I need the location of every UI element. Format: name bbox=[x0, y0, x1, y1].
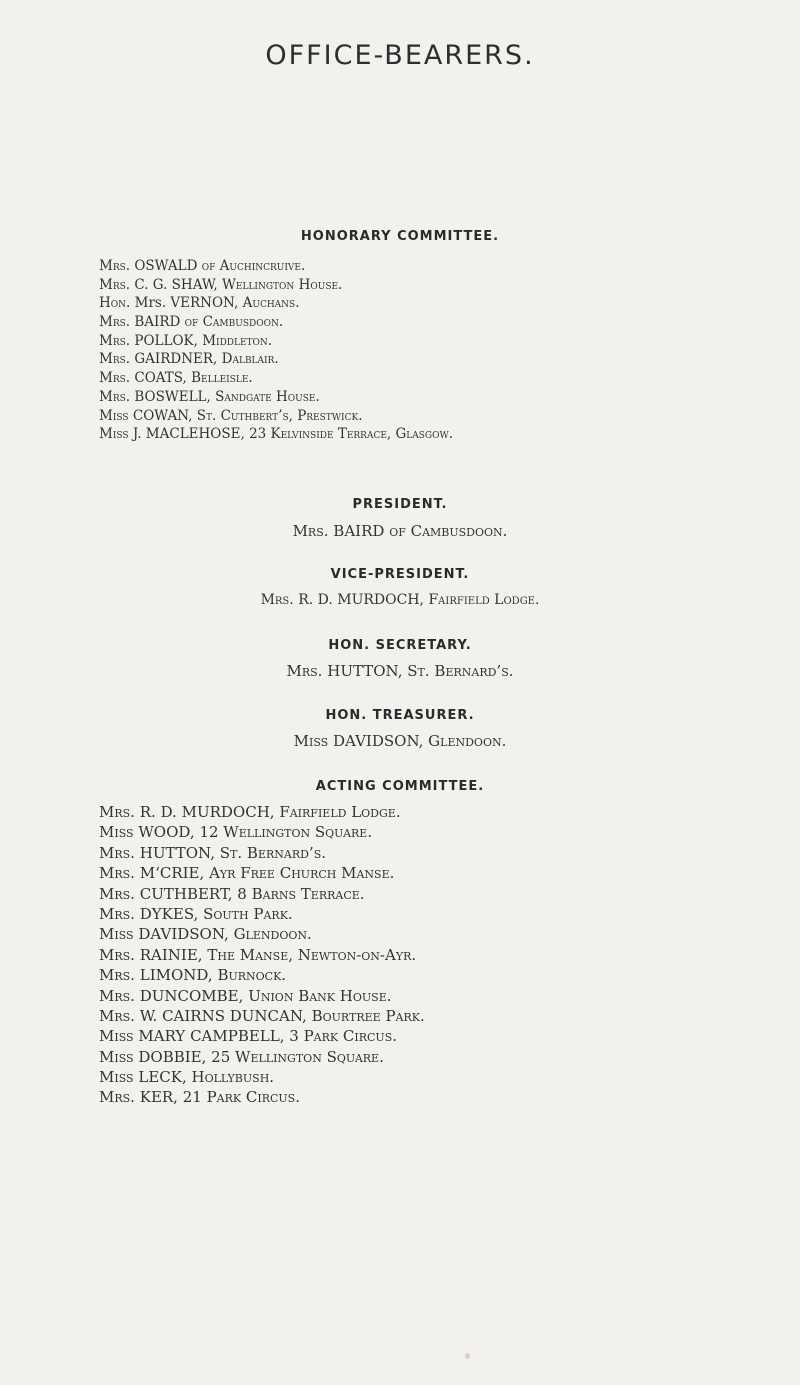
honorary-member bbox=[99, 407, 790, 426]
president-prefix: Mrs. bbox=[292, 522, 329, 540]
member-detail: Glendoon. bbox=[233, 925, 312, 944]
member-detail: The Manse, Newton-on-Ayr. bbox=[207, 945, 417, 964]
vice-president-entry bbox=[0, 592, 800, 608]
member-prefix: Miss bbox=[99, 407, 129, 424]
member-detail: Fairfield Lodge. bbox=[279, 803, 401, 821]
acting-member bbox=[99, 1026, 790, 1046]
acting-member bbox=[99, 1067, 790, 1087]
president-entry bbox=[0, 522, 800, 540]
member-name: OSWALD bbox=[134, 258, 198, 274]
treasurer-entry bbox=[0, 732, 800, 750]
vice-president-prefix: Mrs. bbox=[260, 592, 294, 608]
member-name: COWAN, bbox=[132, 407, 193, 424]
member-prefix: Miss bbox=[99, 823, 134, 842]
acting-member bbox=[99, 863, 790, 883]
ink-speck bbox=[465, 1353, 470, 1359]
secretary-detail: St. Bernard’s. bbox=[407, 662, 514, 680]
member-prefix: Mrs. bbox=[99, 884, 135, 903]
treasurer-name: DAVIDSON, bbox=[332, 732, 424, 750]
member-prefix: Mrs. bbox=[99, 904, 135, 923]
member-prefix: Miss bbox=[99, 426, 129, 443]
member-name: LIMOND, bbox=[139, 966, 213, 985]
treasurer-prefix: Miss bbox=[293, 732, 329, 750]
member-name: MARY CAMPBELL, bbox=[138, 1027, 285, 1046]
member-detail: Bourtree Park. bbox=[311, 1006, 425, 1025]
member-detail: St. Cuthbert’s, Prestwick. bbox=[196, 407, 363, 424]
member-prefix: Mrs. bbox=[99, 314, 131, 331]
member-detail: 21 Park Circus. bbox=[182, 1088, 300, 1107]
treasurer-detail: Glendoon. bbox=[428, 732, 507, 750]
member-detail: Ayr Free Church Manse. bbox=[209, 864, 395, 883]
member-prefix: Mrs. bbox=[99, 351, 131, 368]
page-title: OFFICE-BEARERS. bbox=[265, 40, 535, 71]
acting-committee-list bbox=[99, 802, 790, 1108]
president-heading: PRESIDENT. bbox=[352, 497, 448, 512]
member-name: POLLOK, bbox=[134, 332, 198, 349]
acting-member bbox=[99, 884, 790, 904]
member-prefix: Mrs. bbox=[99, 966, 135, 985]
member-name: BAIRD bbox=[134, 314, 181, 331]
member-detail: St. Bernard’s. bbox=[219, 843, 326, 862]
member-detail: Wellington House. bbox=[222, 276, 343, 293]
member-name: DUNCOMBE, bbox=[139, 986, 244, 1005]
member-prefix: Mrs. bbox=[99, 1088, 135, 1107]
member-detail: 12 Wellington Square. bbox=[199, 823, 373, 842]
member-name: HUTTON, bbox=[139, 843, 215, 862]
acting-member bbox=[99, 1047, 790, 1067]
member-detail: Burnock. bbox=[217, 966, 287, 985]
member-prefix: Mrs. bbox=[99, 332, 131, 349]
member-detail: Belleisle. bbox=[191, 370, 253, 387]
honorary-member bbox=[99, 294, 790, 313]
honorary-member bbox=[99, 313, 790, 332]
member-prefix: Mrs. bbox=[99, 986, 135, 1005]
member-name: KER, bbox=[139, 1088, 178, 1107]
member-name: DAVIDSON, bbox=[138, 925, 229, 944]
honorary-member bbox=[99, 257, 790, 276]
acting-member bbox=[99, 965, 790, 985]
member-prefix: Miss bbox=[99, 1047, 134, 1066]
member-name: J. MACLEHOSE, bbox=[132, 426, 245, 443]
member-prefix: Miss bbox=[99, 1027, 134, 1046]
secretary-entry bbox=[0, 662, 800, 680]
member-prefix: Miss bbox=[99, 925, 134, 944]
president-name: BAIRD bbox=[333, 522, 385, 540]
honorary-member bbox=[99, 276, 790, 295]
member-name: Mrs. VERNON, bbox=[134, 295, 239, 312]
vice-president-name: R. D. MURDOCH, bbox=[298, 592, 425, 608]
secretary-heading: HON. SECRETARY. bbox=[328, 638, 472, 653]
member-prefix: Mrs. bbox=[99, 843, 135, 862]
acting-member bbox=[99, 945, 790, 965]
member-detail: 23 Kelvinside Terrace, Glasgow. bbox=[249, 426, 454, 443]
member-name: GAIRDNER, bbox=[134, 351, 218, 368]
acting-member bbox=[99, 1006, 790, 1026]
vice-president-heading: VICE-PRESIDENT. bbox=[330, 567, 470, 582]
member-detail: of Auchincruive. bbox=[201, 258, 306, 274]
acting-member bbox=[99, 986, 790, 1006]
member-detail: South Park. bbox=[203, 904, 293, 923]
member-name: WOOD, bbox=[138, 823, 195, 842]
member-detail: 8 Barns Terrace. bbox=[237, 884, 365, 903]
treasurer-heading: HON. TREASURER. bbox=[325, 708, 475, 723]
member-name: BOSWELL, bbox=[134, 388, 211, 405]
member-name: M‘CRIE, bbox=[139, 864, 205, 883]
member-prefix: Mrs. bbox=[99, 388, 131, 405]
honorary-member bbox=[99, 425, 790, 444]
honorary-member bbox=[99, 350, 790, 369]
member-prefix: Hon. bbox=[99, 295, 131, 312]
secretary-prefix: Mrs. bbox=[286, 662, 323, 680]
honorary-member bbox=[99, 369, 790, 388]
honorary-member bbox=[99, 388, 790, 407]
member-detail: Sandgate House. bbox=[215, 388, 320, 405]
member-prefix: Mrs. bbox=[99, 864, 135, 883]
member-detail: Middleton. bbox=[202, 332, 273, 349]
acting-member bbox=[99, 904, 790, 924]
acting-member bbox=[99, 924, 790, 944]
acting-member bbox=[99, 843, 790, 863]
member-name: DOBBIE, bbox=[138, 1047, 207, 1066]
member-prefix: Mrs. bbox=[99, 370, 131, 387]
member-name: COATS, bbox=[134, 370, 187, 387]
acting-member bbox=[99, 822, 790, 842]
honorary-member bbox=[99, 332, 790, 351]
president-detail: of Cambusdoon. bbox=[389, 522, 508, 540]
member-name: R. D. MURDOCH, bbox=[139, 803, 275, 821]
member-prefix: Mrs. bbox=[99, 1006, 135, 1025]
member-detail: 25 Wellington Square. bbox=[211, 1047, 384, 1066]
member-prefix: Mrs. bbox=[99, 803, 135, 821]
acting-committee-heading: ACTING COMMITTEE. bbox=[315, 779, 485, 794]
member-prefix: Mrs. bbox=[99, 276, 131, 293]
member-detail: Union Bank House. bbox=[248, 986, 392, 1005]
honorary-committee-list bbox=[99, 257, 790, 444]
member-detail: Dalblair. bbox=[221, 351, 279, 368]
member-prefix: Mrs. bbox=[99, 945, 135, 964]
member-prefix: Miss bbox=[99, 1068, 134, 1087]
member-detail: Hollybush. bbox=[191, 1068, 275, 1087]
acting-member bbox=[99, 1087, 790, 1107]
vice-president-detail: Fairfield Lodge. bbox=[428, 592, 540, 608]
member-name: C. G. SHAW, bbox=[134, 276, 218, 293]
member-name: DYKES, bbox=[139, 904, 199, 923]
member-detail: of Cambusdoon. bbox=[184, 314, 284, 331]
member-detail: 3 Park Circus. bbox=[289, 1027, 397, 1046]
member-name: LECK, bbox=[138, 1068, 187, 1087]
member-name: CUTHBERT, bbox=[139, 884, 233, 903]
secretary-name: HUTTON, bbox=[327, 662, 403, 680]
member-name: RAINIE, bbox=[139, 945, 203, 964]
honorary-committee-heading: HONORARY COMMITTEE. bbox=[300, 229, 500, 244]
member-prefix: Mrs. bbox=[99, 258, 131, 274]
member-detail: Auchans. bbox=[242, 295, 300, 312]
member-name: W. CAIRNS DUNCAN, bbox=[139, 1006, 307, 1025]
acting-member bbox=[99, 802, 790, 822]
